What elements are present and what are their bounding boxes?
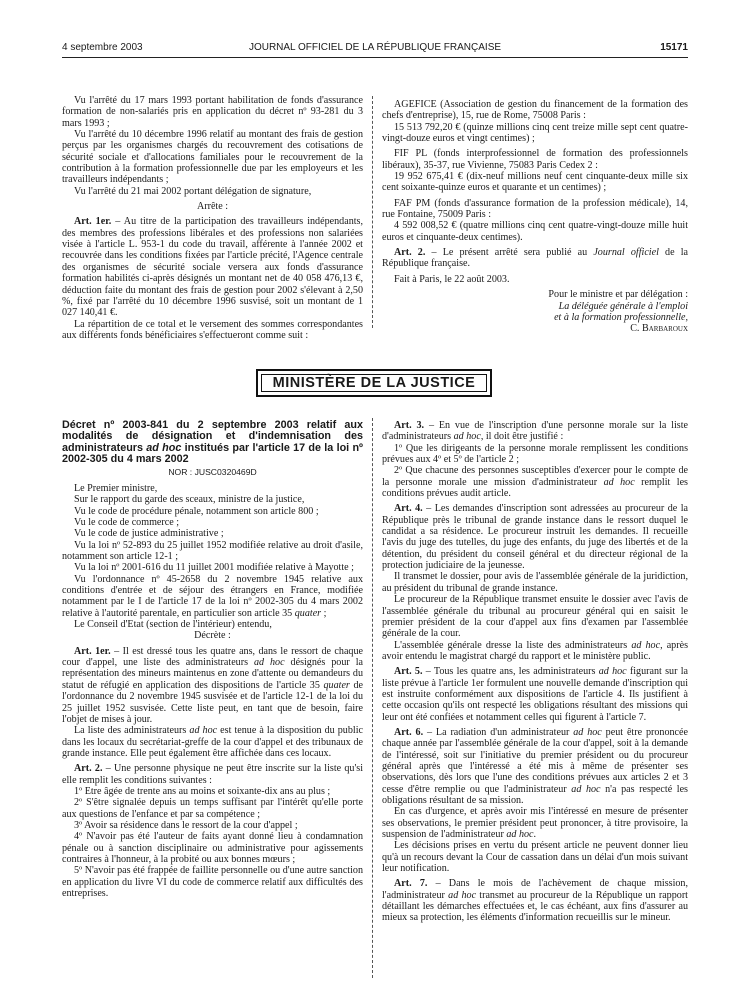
decree-paragraph: 3º Avoir sa résidence dans le ressort de la cour d'appel ; — [74, 819, 298, 831]
decree-paragraph: Art. 7. – Dans le mois de l'achèvement de chaque mission, l'administrateur ad hoc transmet au procureur de la République un rapport détaillant les démarches effectuées et, le cas échéant, aux fins d'assurer au mieux sa protection, les éléments d'information recueillis sur le mineur. — [382, 878, 689, 924]
decree-paragraph: Le procureur de la République transmet ensuite le dossier avec l'avis de l'assemblée générale du tribunal au procureur général qui en saisit le premier président de la cour d'appel aux fins d'examen par l'assemblée générale de la cour. — [382, 594, 688, 640]
decree-paragraph: Art. 6. – La radiation d'un administrateur ad hoc peut être prononcée chaque année par l'assemblée générale de la cour d'appel, soit à la demande de l'intéressé, soit sur l'initiative du premier président ou du procureur général après que l'intéressé a été mis à même de présenter ses observations, dès lors que l'une des conditions prévues aux articles 2 et 3 cesse d'être remplie ou que l'administrateur ad hoc n'a pas respecté les obligations résultant de sa mission. — [382, 726, 688, 806]
arrete-paragraph: Vu l'arrêté du 17 mars 1993 portant habilitation de fonds d'assurance formation de non-salariés pris en application du décret nº 93-281 du 3 mars 1993 ; — [62, 95, 363, 129]
arrete-paragraph: Arrête : — [196, 201, 229, 213]
decree-paragraph: Art. 5. – Tous les quatre ans, les administrateurs ad hoc figurant sur la liste prévue à l'article 1er formulent une nouvelle demande d'inscription qui est instruite conformément aux dispositions de l'article 4. Ils justifient à cette occasion qu'ils ont respecté les obligations résultant des missions qui leur ont été confiées et notamment celles qui figurent à l'article 7. — [382, 666, 688, 723]
signature-role2: et à la formation professionnelle, — [554, 311, 688, 323]
decree-paragraph: 2º Que chacune des personnes susceptibles d'exercer pour le compte de la personne morale une mission d'administrateur ad hoc remplit les conditions prévues audit article. — [382, 465, 688, 500]
decree-paragraph: Art. 1er. – Il est dressé tous les quatre ans, dans le ressort de chaque cour d'appel, une liste des administrateurs ad hoc désignés pour la représentation des mineurs maintenus en zone d'attente ou demandeurs du statut de réfugié en application des dispositions de l'article 35 quater de l'ordonnance du 2 novembre 1945 susvisée et de l'article 12-1 de la loi du 25 juillet 1952 susvisée. Cette liste peut, en tant que de besoin, faire l'objet de mises à jour. — [62, 645, 364, 725]
journal-title: JOURNAL OFFICIEL DE LA RÉPUBLIQUE FRANÇAISE — [248, 42, 502, 53]
decree-paragraph: Vu la loi nº 52-893 du 25 juillet 1952 modifiée relative au droit d'asile, notamment son article 12-1 ; — [62, 539, 363, 563]
decree-paragraph: Art. 3. – En vue de l'inscription d'une personne morale sur la liste d'administrateurs ad hoc, il doit être justifié : — [382, 420, 689, 443]
top-right-column — [382, 95, 688, 335]
fund-paragraph: FIF PL (fonds interprofessionnel de formation des professionnels libéraux), 35-37, rue Vivienne, 75083 Paris Cedex 2 : — [382, 148, 688, 171]
decree-paragraph: Art. 4. – Les demandes d'inscription sont adressées au procureur de la République près le tribunal de grande instance dans le ressort duquel le candidat a sa résidence. Le procureur instruit les demandes. Il recueille l'avis du juge des tutelles, du juge des enfants, du juge des libertés et de la détention, du président du conseil général et du directeur régional de la protection judiciaire de la jeunesse. — [382, 503, 688, 572]
decree-paragraph: Décrète : — [194, 630, 231, 642]
decree-paragraph: Vu la loi nº 2001-616 du 11 juillet 2001 modifiée relative à Mayotte ; — [74, 562, 354, 574]
ministry-title: MINISTÈRE DE LA JUSTICE — [272, 375, 476, 391]
arrete-paragraph: Vu l'arrêté du 10 décembre 1996 relatif au montant des frais de gestion perçus par les organismes chargés du recouvrement des cotisations de sécurité sociale et d'allocations familiales pour le recouvrement de la contribution à la formation professionnelle due par les employeurs et les travailleurs indépendants ; — [62, 129, 363, 186]
fund-paragraph: Art. 2. – Le présent arrêté sera publié au Journal officiel de la République française. — [382, 247, 689, 270]
decree-paragraph: Le Conseil d'Etat (section de l'intérieur) entendu, — [74, 619, 272, 631]
decree-paragraph: Vu le code de justice administrative ; — [74, 528, 224, 540]
arrete-paragraph: La répartition de ce total et le versement des sommes correspondantes aux différents fonds bénéficiaires s'effectueront comme suit : — [62, 318, 363, 341]
decree-paragraph: La liste des administrateurs ad hoc est tenue à la disposition du public dans les locaux du secrétariat-greffe de la cour d'appel et des tribunaux de grande instance. Elle peut également être affichée dans ces locaux. — [62, 725, 363, 759]
fund-paragraph: 19 952 675,41 € (dix-neuf millions neuf cent cinquante-deux mille six cent soixante-quinze euros et quarante et un centimes) ; — [382, 171, 688, 194]
header-rule — [62, 57, 688, 58]
fund-paragraph: AGEFICE (Association de gestion du financement de la formation des chefs d'entreprise), 15, rue de Rome, 75008 Paris : — [382, 99, 688, 122]
column-divider — [372, 418, 373, 978]
arrete-paragraph: Vu l'arrêté du 21 mai 2002 portant délégation de signature, — [74, 185, 312, 197]
fund-paragraph: 15 513 792,20 € (quinze millions cinq cent treize mille sept cent quatre-vingt-douze euros et vingt centimes) ; — [382, 121, 688, 145]
signature-role1: La déléguée générale à l'emploi — [558, 300, 688, 312]
page-header — [62, 42, 688, 56]
signature-intro: Pour le ministre et par délégation : — [548, 289, 688, 301]
fund-paragraph: 4 592 008,52 € (quatre millions cinq cent quatre-vingt-douze mille huit euros et cinquante-deux centimes). — [382, 220, 688, 243]
bottom-left-column — [62, 420, 363, 899]
arrete-paragraph: Art. 1er. – Au titre de la participation des travailleurs indépendants, des membres des professions libérales et des professions non salariées visée à l'article L. 953-1 du code du travail, afférente à l'année 2002 et recouvrée dans les conditions fixées par l'article précité, l'Agence centrale des organismes de sécurité sociale versera aux fonds d'assurance formation habilités ci-après désignés un montant net de 40 058 476,13 €, déduction faite du montant des frais de gestion pour 2002 s'élevant à 2,50 %, fixé par l'arrêté du 10 décembre 1996 susvisé, soit un montant de 1 027 140,41 €. — [62, 216, 363, 319]
decree-paragraph: Les décisions prises en vertu du présent article ne peuvent donner lieu qu'à un recours devant la Cour de cassation dans un délai d'un mois suivant leur notification. — [382, 840, 688, 875]
decree-paragraph: Le Premier ministre, — [74, 482, 158, 494]
decree-paragraph: 4º N'avoir pas été l'auteur de faits ayant donné lieu à condamnation pénale ou à sanction disciplinaire ou administrative pour agissements contraires à l'honneur, à la probité ou aux bonnes mœurs ; — [62, 831, 363, 865]
top-left-column — [62, 95, 363, 341]
decree-paragraph: Il transmet le dossier, pour avis de l'assemblée générale de la juridiction, au président du tribunal de grande instance. — [382, 571, 688, 594]
decree-paragraph: Vu l'ordonnance nº 45-2658 du 2 novembre 1945 relative aux conditions d'entrée et de séjour des étrangers en France, modifiée notamment par le I de l'article 17 de la loi nº 2002-305 du 4 mars 2002 relative à l'autorité parentale, en particulier son article 35 quater ; — [62, 573, 363, 619]
decree-paragraph: 1º Etre âgée de trente ans au moins et soixante-dix ans au plus ; — [74, 785, 331, 797]
decree-paragraph: 1º Que les dirigeants de la personne morale remplissent les conditions prévues aux 4º et 5º de l'article 2 ; — [382, 442, 688, 466]
decree-paragraph: 2º S'être signalée depuis un temps suffisant par l'intérêt qu'elle porte aux questions de l'enfance et par sa compétence ; — [62, 797, 363, 820]
decree-paragraph: Sur le rapport du garde des sceaux, ministre de la justice, — [74, 494, 305, 506]
page-number: 15171 — [660, 42, 688, 53]
decree-title: Décret nº 2003-841 du 2 septembre 2003 relatif aux modalités de désignation et d'indemnisation des administrateurs ad hoc institués par l'article 17 de la loi nº 2002-305 du 4 mars 2002 — [62, 419, 363, 466]
decree-paragraph: Art. 2. – Une personne physique ne peut être inscrite sur la liste qu'si elle remplit les conditions suivantes : — [62, 763, 364, 786]
issue-date: 4 septembre 2003 — [62, 42, 143, 53]
decree-paragraph: Vu le code de procédure pénale, notamment son article 800 ; — [74, 505, 319, 517]
bottom-right-column — [382, 420, 688, 924]
decree-paragraph: 5º N'avoir pas été frappée de faillite personnelle ou d'une autre sanction en application du livre VI du code de commerce relatif aux difficultés des entreprises. — [62, 865, 363, 899]
fund-paragraph: FAF PM (fonds d'assurance formation de la profession médicale), 14, rue Fontaine, 75009 Paris : — [382, 197, 688, 221]
nor-reference: NOR : JUSC0320469D — [168, 466, 257, 477]
decree-paragraph: En cas d'urgence, et après avoir mis l'intéressé en mesure de présenter ses observations, le premier président peut prononcer, à titre provisoire, la suspension de l'administrateur ad hoc. — [382, 806, 688, 841]
decree-paragraph: Vu le code de commerce ; — [74, 517, 180, 528]
fund-paragraph: Fait à Paris, le 22 août 2003. — [394, 273, 510, 285]
decree-paragraph: L'assemblée générale dresse la liste des administrateurs ad hoc, après avoir entendu le magistrat chargé du rapport et le ministère public. — [382, 639, 688, 662]
ministry-banner — [256, 369, 492, 397]
signature-name: C. Barbaroux — [630, 323, 688, 335]
column-divider — [372, 96, 373, 328]
